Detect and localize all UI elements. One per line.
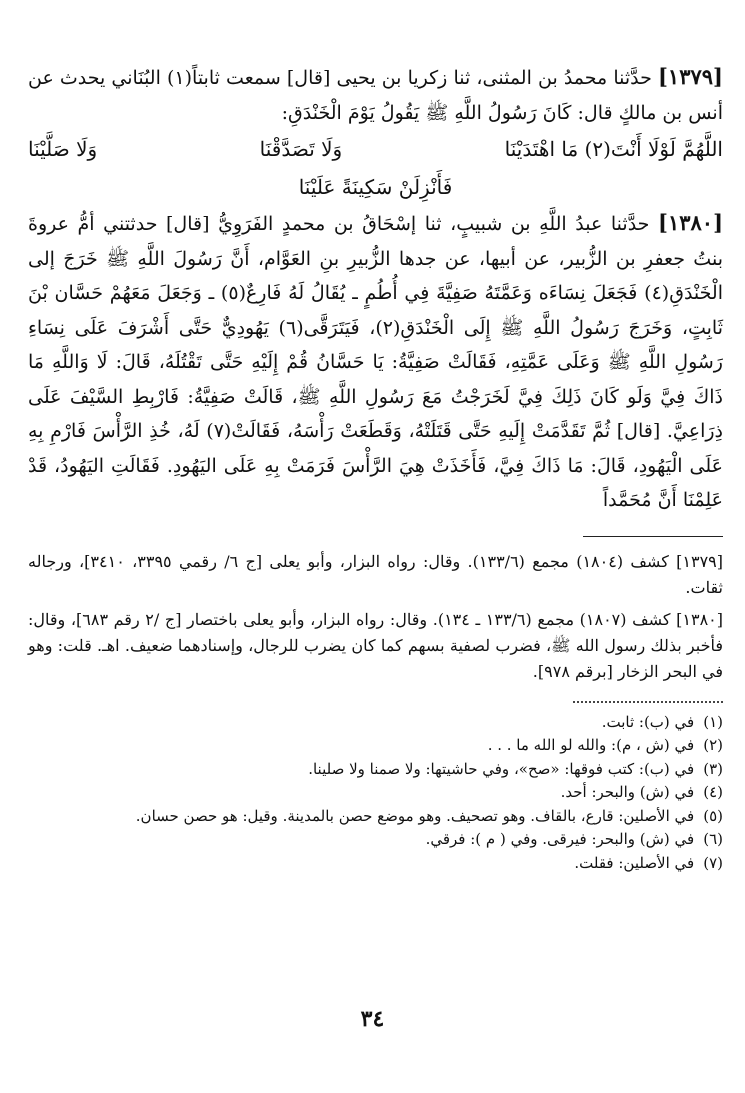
main-text bbox=[28, 60, 723, 518]
hadith-text: حدَّثنا محمدُ بن المثنى، ثنا زكريا بن يحيى [قال] سمعت ثابتاً(١) البُنَاني يحدث عن أنس بن مالكٍ قال: كَانَ رَسُولُ اللَّهِ ﷺ يَقُولُ يَوْمَ الْخَنْدَقِ: bbox=[28, 67, 723, 124]
hadith-number: [١٣٨٠] bbox=[658, 210, 723, 235]
footnote-item bbox=[28, 781, 723, 805]
footnote-number: (٣) bbox=[703, 759, 723, 778]
footnote-item bbox=[28, 805, 723, 829]
poem-line-2-text: فَأَنْزِلَنْ سَكِينَةً عَلَيْنَا bbox=[298, 175, 453, 199]
hadith-number: [١٣٧٩] bbox=[657, 64, 723, 89]
footnote-item bbox=[28, 711, 723, 735]
hadith-1379 bbox=[28, 60, 723, 130]
footnote-number: (٢) bbox=[703, 736, 723, 754]
takhrij-separator bbox=[583, 536, 723, 537]
footnote-text: في (ش) والبحر: فيرقى. وفي ( م ): فرقي. bbox=[425, 830, 695, 848]
footnote-number: (٧) bbox=[703, 853, 723, 872]
footnotes-separator bbox=[573, 701, 723, 703]
footnote-text: في (ش ، م): والله لو الله ما . . . bbox=[487, 736, 695, 754]
footnote-number: (٦) bbox=[703, 830, 723, 848]
footnote-item bbox=[28, 734, 723, 758]
takhrij-1380: [١٣٨٠] كشف (١٨٠٧) مجمع (١٣٣/٦ ـ ١٣٤). وقال: رواه البزار، وأبو يعلى باختصار [ج /٢ رقم ٦٨٣]، وقال: فأخبر بذلك رسول الله ﷺ، فضرب لصفية بسهم كما كان يضرب للرجال، وإسنادهما ضعيف. اهـ. قلت: وهو في البحر الزخار [برقم ٩٧٨]. bbox=[28, 609, 724, 681]
poem-verse bbox=[28, 130, 723, 206]
poem-line-2 bbox=[28, 168, 723, 206]
footnote-number: (١) bbox=[703, 712, 723, 731]
takhrij-1379: [١٣٧٩] كشف (١٨٠٤) مجمع (١٣٣/٦). وقال: رواه البزار، وأبو يعلى [ج ٦/ رقمي ٣٣٩٥، ٣٤١٠]، ورجاله ثقات. bbox=[28, 551, 724, 597]
footnote-number: (٤) bbox=[703, 783, 723, 801]
page-body bbox=[28, 60, 723, 875]
footnote-text: في (ب): ثابت. bbox=[601, 712, 695, 731]
poem-line-1-left: وَلَا صَلَّيْنَا bbox=[28, 137, 98, 161]
poem-line-1 bbox=[28, 130, 723, 168]
footnote-item bbox=[28, 758, 723, 782]
takhrij-section bbox=[28, 549, 723, 685]
footnote-text: في (ب): كتب فوقها: «صح»، وفي حاشيتها: ولا صمنا ولا صلينا. bbox=[308, 759, 695, 778]
page-number: ٣٤ bbox=[360, 1006, 385, 1032]
hadith-1380 bbox=[28, 206, 723, 518]
footnote-number: (٥) bbox=[703, 806, 723, 825]
poem-line-1-right: اللَّهُمَّ لَوْلَا أَنْتَ(٢) مَا اهْتَدَيْنَا bbox=[504, 137, 723, 161]
footnote-text: في الأصلين: قارع، بالقاف. وهو تصحيف. وهو موضع حصن بالمدينة. وقيل: هو حصن حسان. bbox=[135, 806, 695, 825]
footnote-text: في (ش) والبحر: أحد. bbox=[560, 783, 695, 801]
footnote-text: في الأصلين: فقلت. bbox=[574, 853, 695, 872]
footnote-item bbox=[28, 828, 723, 852]
poem-line-1-middle: وَلَا تَصَدَّقْنَا bbox=[259, 137, 343, 161]
footnote-item bbox=[28, 852, 723, 876]
hadith-text: حدَّثنا عبدُ اللَّهِ بن شبيبٍ، ثنا إسْحَاقُ بن محمدٍ الفَرَوِيُّ [قال] حدثتني أمُّ عروةَ بنتُ جعفرِ بن الزُّبير، عن أبيها، عن جدها الزُّبيرِ بنِ العَوَّام، أَنَّ رَسُولَ اللَّهِ ﷺ خَرَجَ إلى الْخَنْدَقِ(٤) فَجَعَلَ نِسَاءَه وَعَمَّتَهُ صَفِيَّةَ فِي أُطُمٍ ـ يُقَالُ لَهُ فَارِعٌ(٥) ـ وَجَعَلَ مَعَهُمْ حَسَّان بْنَ ثَابِتٍ، وَخَرَجَ رَسُولُ اللَّهِ ﷺ إِلَى الْخَنْدَقِ(٢)، فَيَتَرَقَّى(٦) يَهُودِيٌّ حَتَّى أَشْرَفَ عَلَى نِسَاءِ رَسُولِ اللَّهِ ﷺ وَعَلَى عَمَّتِهِ، فَقَالَتْ صَفِيَّةُ: يَا حَسَّانُ قُمْ إِلَيْهِ حَتَّى تَقْتُلَهُ، قَالَ: لَا وَاللَّهِ مَا ذَاكَ فِيَّ وَلَو كَانَ ذَلِكَ فِيَّ لَخَرَجْتُ مَعَ رَسُولِ اللَّهِ ﷺ، قَالَتْ صَفِيَّةُ: فَارْبِطِ السَّيْفَ عَلَى ذِرَاعِيَّ. [قال] ثُمَّ تَقَدَّمَتْ إِلَيهِ حَتَّى قَتَلَتْهُ، وَقَطَعَتْ رَأْسَهُ، فَقَالَتْ(٧) لَهُ، خُذِ الرَّأْسَ فَارْمِ بِهِ عَلَى الْيَهُودِ، قَالَ: مَا ذَاكَ فِيَّ، فَأَخَذَتْ هِيَ الرَّأْسَ فَرَمَتْ بِهِ عَلَى اليَهُودِ. فَقَالَتِ اليَهُودُ، قَدْ عَلِمْنَا أَنَّ مُحَمَّداً bbox=[28, 213, 723, 511]
footnotes bbox=[28, 711, 723, 876]
